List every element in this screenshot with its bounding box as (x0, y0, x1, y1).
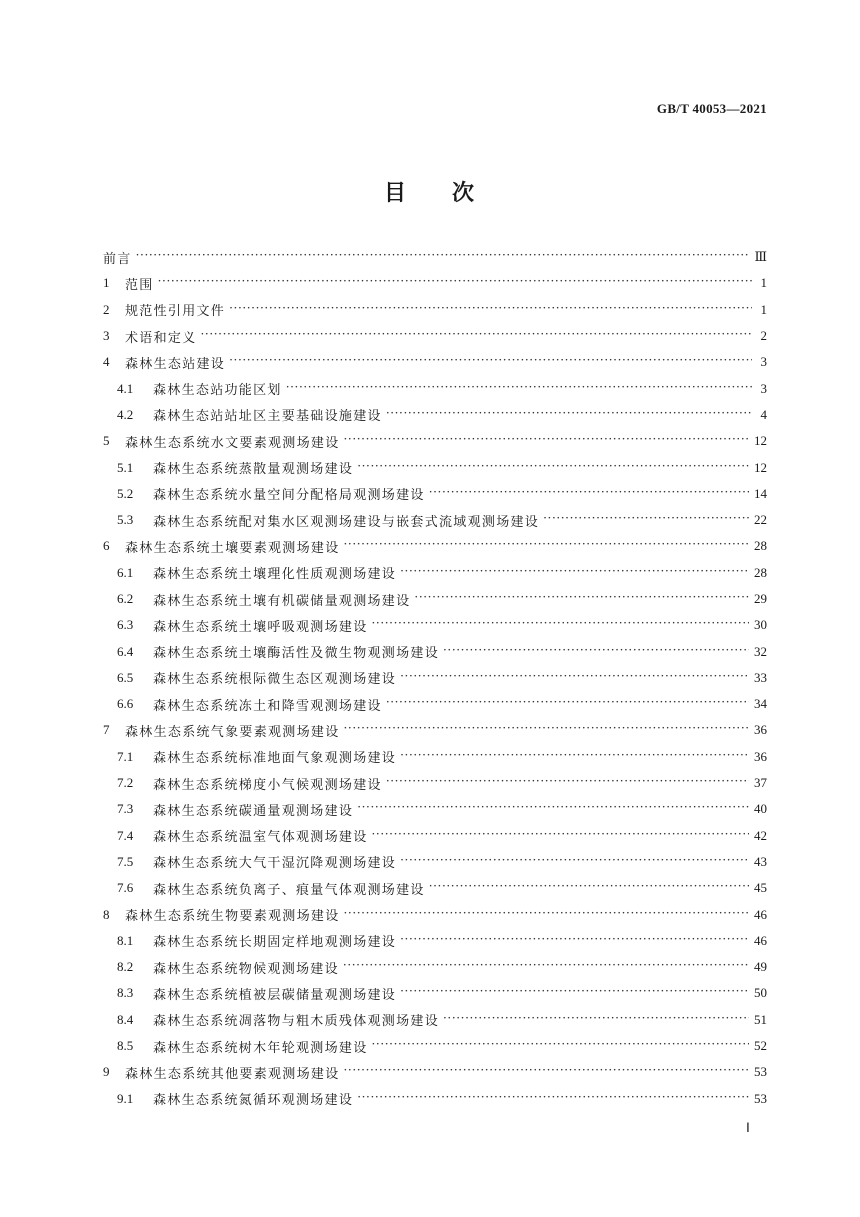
toc-entry-number: 6.4 (117, 643, 134, 659)
toc-entry-number: 6 (103, 538, 110, 554)
toc-entry-title: 森林生态系统大气干湿沉降观测场建设 (153, 856, 397, 872)
toc-entry-title: 森林生态系统梯度小气候观测场建设 (153, 777, 382, 793)
toc-entry[interactable] (103, 507, 767, 533)
dot-leader (429, 487, 749, 501)
toc-entry-title: 森林生态系统树木年轮观测场建设 (153, 1040, 368, 1056)
toc-entry[interactable] (103, 980, 767, 1006)
title-char-2: 次 (452, 180, 477, 206)
toc-entry-page: 2 (760, 328, 767, 344)
dot-leader (201, 329, 752, 343)
toc-entry-title: 规范性引用文件 (125, 304, 226, 320)
dot-leader (386, 776, 749, 790)
toc-entry-title: 森林生态系统蒸散量观测场建设 (153, 462, 354, 478)
toc-entry-page: 30 (754, 617, 767, 633)
table-of-contents (103, 244, 767, 1112)
toc-entry-title: 范围 (125, 277, 154, 293)
toc-entry-number: 7.6 (117, 880, 134, 896)
dot-leader (357, 802, 749, 816)
dot-leader (229, 355, 752, 369)
toc-entry[interactable] (103, 612, 767, 638)
toc-entry-title: 前言 (103, 251, 132, 267)
dot-leader (158, 276, 752, 290)
toc-entry-page: 34 (754, 696, 767, 712)
toc-entry-title: 森林生态系统土壤呼吸观测场建设 (153, 619, 368, 635)
toc-entry[interactable] (103, 901, 767, 927)
toc-entry[interactable] (103, 770, 767, 796)
dot-leader (372, 1039, 749, 1053)
toc-entry-title: 森林生态系统其他要素观测场建设 (125, 1066, 340, 1082)
dot-leader (286, 382, 752, 396)
toc-entry-number: 7.2 (117, 775, 134, 791)
toc-entry-page: 49 (754, 959, 767, 975)
toc-entry-title: 森林生态系统土壤酶活性及微生物观测场建设 (153, 646, 440, 662)
dot-leader (400, 855, 749, 869)
toc-entry-page: 1 (760, 275, 767, 291)
toc-entry-page: 46 (754, 906, 767, 922)
page-number: Ⅰ (746, 1120, 750, 1135)
toc-entry[interactable] (103, 691, 767, 717)
toc-entry[interactable] (103, 481, 767, 507)
toc-entry-number: 6.5 (117, 669, 134, 685)
toc-entry-title: 森林生态系统根际微生态区观测场建设 (153, 672, 397, 688)
toc-entry[interactable] (103, 1007, 767, 1033)
toc-entry-page: 42 (754, 827, 767, 843)
toc-entry-title: 森林生态系统植被层碳储量观测场建设 (153, 987, 397, 1003)
toc-entry[interactable] (103, 717, 767, 743)
toc-entry-title: 森林生态站站址区主要基础设施建设 (153, 409, 382, 425)
standard-code: GB/T 40053—2021 (656, 101, 767, 116)
toc-entry-number: 2 (103, 301, 110, 317)
toc-entry-page: 14 (754, 485, 767, 501)
toc-entry-number: 5.1 (117, 459, 134, 475)
toc-entry[interactable] (103, 928, 767, 954)
toc-entry-number: 5 (103, 433, 110, 449)
toc-entry[interactable] (103, 954, 767, 980)
toc-entry-number: 7.5 (117, 853, 134, 869)
toc-entry-page: 46 (754, 932, 767, 948)
dot-leader (386, 697, 749, 711)
toc-entry-page: 12 (754, 433, 767, 449)
toc-entry-number: 4.2 (117, 406, 134, 422)
toc-entry-number: 8.2 (117, 959, 134, 975)
toc-entry[interactable] (103, 1059, 767, 1085)
toc-entry-page: 22 (754, 512, 767, 528)
toc-entry-title: 森林生态系统水文要素观测场建设 (125, 435, 340, 451)
toc-entry[interactable] (103, 849, 767, 875)
dot-leader (400, 934, 749, 948)
dot-leader (543, 513, 749, 527)
toc-entry-page: 33 (754, 669, 767, 685)
toc-entry-number: 8.1 (117, 932, 134, 948)
toc-entry-number: 8.3 (117, 985, 134, 1001)
toc-entry-page: 45 (754, 880, 767, 896)
toc-entry-title: 森林生态系统碳通量观测场建设 (153, 803, 354, 819)
dot-leader (443, 1013, 749, 1027)
toc-entry-number: 3 (103, 328, 110, 344)
toc-entry-page: 40 (754, 801, 767, 817)
toc-entry[interactable] (103, 244, 767, 270)
dot-leader (400, 671, 749, 685)
toc-entry-title: 森林生态系统冻土和降雪观测场建设 (153, 698, 382, 714)
toc-entry[interactable] (103, 270, 767, 296)
toc-entry[interactable] (103, 638, 767, 664)
dot-leader (400, 986, 749, 1000)
toc-entry-title: 森林生态站建设 (125, 356, 226, 372)
toc-entry-number: 7.4 (117, 827, 134, 843)
dot-leader (229, 303, 752, 317)
toc-entry-page: 3 (760, 380, 767, 396)
toc-entry-title: 森林生态系统土壤理化性质观测场建设 (153, 567, 397, 583)
toc-entry-title: 森林生态系统负离子、痕量气体观测场建设 (153, 882, 425, 898)
toc-entry[interactable] (103, 297, 767, 323)
toc-entry-number: 7.3 (117, 801, 134, 817)
toc-entry-number: 6.3 (117, 617, 134, 633)
toc-entry-number: 5.3 (117, 512, 134, 528)
page-title (0, 176, 860, 207)
dot-leader (343, 960, 749, 974)
toc-entry-number: 7 (103, 722, 110, 738)
dot-leader (357, 461, 749, 475)
toc-entry-number: 8.4 (117, 1011, 134, 1027)
dot-leader (414, 592, 749, 606)
toc-entry-title: 森林生态站功能区划 (153, 383, 282, 399)
toc-entry-number: 5.2 (117, 485, 134, 501)
toc-entry[interactable] (103, 375, 767, 401)
toc-entry-number: 6.6 (117, 696, 134, 712)
toc-entry[interactable] (103, 323, 767, 349)
toc-entry[interactable] (103, 454, 767, 480)
dot-leader (372, 618, 749, 632)
toc-entry[interactable] (103, 875, 767, 901)
toc-entry-page: 36 (754, 748, 767, 764)
toc-entry-page: 3 (760, 354, 767, 370)
toc-entry-title: 森林生态系统长期固定样地观测场建设 (153, 935, 397, 951)
toc-entry-page: Ⅲ (754, 249, 767, 265)
dot-leader (344, 908, 749, 922)
toc-entry-title: 森林生态系统温室气体观测场建设 (153, 830, 368, 846)
toc-entry-page: 1 (760, 301, 767, 317)
toc-entry-page: 29 (754, 591, 767, 606)
toc-entry-number: 7.1 (117, 748, 134, 764)
toc-entry-title: 森林生态系统配对集水区观测场建设与嵌套式流域观测场建设 (153, 514, 540, 530)
toc-entry[interactable] (103, 1033, 767, 1059)
toc-entry-number: 4.1 (117, 380, 134, 396)
toc-entry-title: 术语和定义 (125, 330, 197, 346)
toc-entry[interactable] (103, 665, 767, 691)
toc-entry-number: 8.5 (117, 1038, 134, 1054)
dot-leader (429, 881, 749, 895)
dot-leader (344, 1065, 749, 1079)
dot-leader (344, 723, 749, 737)
toc-entry-page: 28 (754, 564, 767, 580)
toc-entry-number: 8 (103, 906, 110, 922)
toc-entry[interactable] (103, 533, 767, 559)
toc-entry[interactable] (103, 428, 767, 454)
toc-entry-title: 森林生态系统气象要素观测场建设 (125, 724, 340, 740)
toc-entry[interactable] (103, 560, 767, 586)
toc-entry-page: 53 (754, 1090, 767, 1106)
toc-entry-number: 9 (103, 1064, 110, 1080)
toc-entry-page: 53 (754, 1064, 767, 1080)
toc-entry-title: 森林生态系统物候观测场建设 (153, 961, 339, 977)
dot-leader (357, 1092, 749, 1106)
toc-entry[interactable] (103, 796, 767, 822)
dot-leader (443, 645, 749, 659)
toc-entry-number: 6.2 (117, 591, 134, 606)
toc-entry[interactable] (103, 349, 767, 375)
dot-leader (400, 750, 749, 764)
toc-entry-number: 6.1 (117, 564, 134, 580)
dot-leader (386, 408, 752, 422)
toc-entry-title: 森林生态系统标准地面气象观测场建设 (153, 751, 397, 767)
dot-leader (344, 539, 749, 553)
toc-entry-page: 51 (754, 1011, 767, 1027)
toc-entry-page: 37 (754, 775, 767, 791)
dot-leader (372, 829, 749, 843)
toc-entry-title: 森林生态系统土壤有机碳储量观测场建设 (153, 593, 411, 609)
toc-entry-page: 28 (754, 538, 767, 554)
toc-entry-title: 森林生态系统氮循环观测场建设 (153, 1093, 354, 1109)
toc-entry-page: 32 (754, 643, 767, 659)
toc-entry-page: 12 (754, 459, 767, 475)
toc-entry[interactable] (103, 402, 767, 428)
toc-entry-page: 52 (754, 1038, 767, 1054)
toc-entry[interactable] (103, 744, 767, 770)
toc-entry-number: 1 (103, 275, 110, 291)
toc-entry[interactable] (103, 586, 767, 612)
dot-leader (400, 566, 749, 580)
dot-leader (136, 250, 750, 264)
toc-entry-page: 36 (754, 722, 767, 738)
toc-entry-number: 4 (103, 354, 110, 370)
toc-entry-title: 森林生态系统水量空间分配格局观测场建设 (153, 488, 425, 504)
toc-entry-page: 43 (754, 853, 767, 869)
toc-entry-page: 4 (760, 406, 767, 422)
toc-entry[interactable] (103, 823, 767, 849)
toc-entry-page: 50 (754, 985, 767, 1001)
toc-entry-title: 森林生态系统土壤要素观测场建设 (125, 540, 340, 556)
title-char-1: 目 (383, 180, 408, 206)
toc-entry-title: 森林生态系统凋落物与粗木质残体观测场建设 (153, 1014, 440, 1030)
dot-leader (344, 434, 749, 448)
toc-entry-number: 9.1 (117, 1090, 134, 1106)
toc-entry-title: 森林生态系统生物要素观测场建设 (125, 909, 340, 925)
toc-entry[interactable] (103, 1086, 767, 1112)
